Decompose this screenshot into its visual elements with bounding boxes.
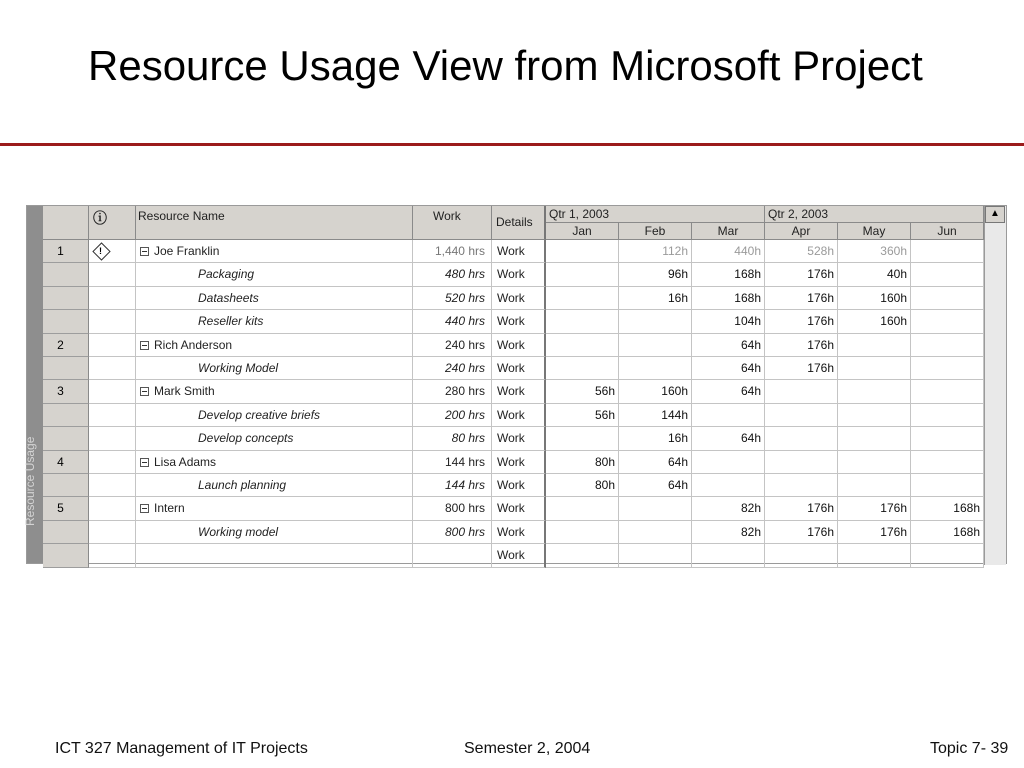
- details-cell: Work: [492, 240, 546, 263]
- timephased-value-cell[interactable]: 82h: [692, 497, 765, 520]
- details-column-header[interactable]: [492, 206, 546, 240]
- row-id: 4: [43, 451, 89, 474]
- resource-name-cell[interactable]: [136, 263, 413, 286]
- indicator-cell: [89, 451, 136, 474]
- details-cell: Work: [492, 310, 546, 333]
- timephased-value-cell[interactable]: [546, 310, 619, 333]
- indicator-cell: [89, 427, 136, 450]
- resource-name-column-header[interactable]: [136, 206, 413, 240]
- timephased-value-cell[interactable]: 168h: [911, 497, 984, 520]
- timephased-value-cell[interactable]: 160h: [838, 287, 911, 310]
- timephased-value-cell[interactable]: [911, 240, 984, 263]
- indicator-cell: [89, 357, 136, 380]
- timephased-value-cell[interactable]: [838, 451, 911, 474]
- details-cell: Work: [492, 497, 546, 520]
- timephased-value-cell[interactable]: [911, 544, 984, 567]
- timephased-value-cell[interactable]: [619, 497, 692, 520]
- collapse-minus-icon[interactable]: [140, 387, 149, 396]
- timephased-value-cell[interactable]: 528h: [765, 240, 838, 263]
- timephased-value-cell[interactable]: [546, 544, 619, 567]
- timephased-value-cell[interactable]: [619, 334, 692, 357]
- row-id: 3: [43, 380, 89, 403]
- timephased-value-cell[interactable]: [838, 334, 911, 357]
- resource-name-text: Joe Franklin: [154, 244, 220, 258]
- resource-name-cell[interactable]: [136, 287, 413, 310]
- month-header-feb: [619, 223, 692, 240]
- work-column-header[interactable]: [413, 206, 492, 240]
- timephased-value-cell[interactable]: [911, 451, 984, 474]
- timephased-value-cell[interactable]: [765, 474, 838, 497]
- timephased-value-cell[interactable]: [911, 334, 984, 357]
- resource-name-text: Datasheets: [198, 290, 259, 305]
- timephased-value-cell[interactable]: [765, 427, 838, 450]
- work-cell[interactable]: 520 hrs: [413, 287, 492, 310]
- timephased-value-cell[interactable]: [765, 544, 838, 567]
- resource-usage-view: [23, 205, 1007, 564]
- timephased-value-cell[interactable]: 104h: [692, 310, 765, 333]
- timephased-value-cell[interactable]: 176h: [765, 334, 838, 357]
- timephased-value-cell[interactable]: 80h: [546, 474, 619, 497]
- row-id: [43, 474, 89, 497]
- indicator-cell: [89, 240, 136, 263]
- work-cell[interactable]: 480 hrs: [413, 263, 492, 286]
- timephased-value-cell[interactable]: 80h: [546, 451, 619, 474]
- resource-name-cell[interactable]: [136, 497, 413, 520]
- work-cell[interactable]: 440 hrs: [413, 310, 492, 333]
- work-header-label: Work: [433, 209, 461, 223]
- indicator-cell: [89, 380, 136, 403]
- timephased-value-cell[interactable]: 176h: [838, 521, 911, 544]
- work-cell[interactable]: [413, 544, 492, 567]
- resource-name-cell[interactable]: [136, 451, 413, 474]
- resource-name-text: Packaging: [198, 267, 255, 282]
- timephased-value-cell[interactable]: 64h: [692, 334, 765, 357]
- resource-name-text: Develop creative briefs: [198, 407, 321, 422]
- row-id: [43, 287, 89, 310]
- month-label: Apr: [791, 224, 811, 238]
- indicator-cell: [89, 474, 136, 497]
- details-cell: Work: [492, 263, 546, 286]
- resource-name-text: Reseller kits: [198, 314, 264, 329]
- view-bar[interactable]: [23, 206, 43, 563]
- month-label: May: [862, 224, 886, 238]
- details-cell: Work: [492, 404, 546, 427]
- row-id: [43, 544, 89, 567]
- indicator-cell: [89, 404, 136, 427]
- resource-name-cell[interactable]: [136, 427, 413, 450]
- details-cell: Work: [492, 334, 546, 357]
- details-cell: Work: [492, 474, 546, 497]
- timephased-value-cell[interactable]: [546, 263, 619, 286]
- indicator-cell: [89, 263, 136, 286]
- work-cell[interactable]: 144 hrs: [413, 474, 492, 497]
- work-cell[interactable]: 200 hrs: [413, 404, 492, 427]
- collapse-minus-icon[interactable]: [140, 504, 149, 513]
- collapse-minus-icon[interactable]: [140, 458, 149, 467]
- timephased-value-cell[interactable]: 168h: [692, 263, 765, 286]
- timephased-value-cell[interactable]: 64h: [619, 451, 692, 474]
- timephased-value-cell[interactable]: [546, 497, 619, 520]
- month-label: Mar: [717, 224, 739, 238]
- quarter-header-1: [546, 206, 765, 223]
- timephased-value-cell[interactable]: [911, 404, 984, 427]
- timephased-value-cell[interactable]: [838, 357, 911, 380]
- timephased-value-cell[interactable]: [619, 544, 692, 567]
- indicator-cell: [89, 521, 136, 544]
- resource-name-cell[interactable]: [136, 404, 413, 427]
- work-cell[interactable]: 800 hrs: [413, 521, 492, 544]
- month-header-jan: [546, 223, 619, 240]
- timephased-value-cell[interactable]: [546, 427, 619, 450]
- timephased-value-cell[interactable]: 40h: [838, 263, 911, 286]
- timephased-value-cell[interactable]: [619, 310, 692, 333]
- row-id: [43, 357, 89, 380]
- timephased-value-cell[interactable]: [911, 263, 984, 286]
- resource-name-cell[interactable]: [136, 474, 413, 497]
- indicator-cell: [89, 497, 136, 520]
- work-cell[interactable]: 1,440 hrs: [413, 240, 492, 263]
- timephased-value-cell[interactable]: [546, 357, 619, 380]
- indicator-cell: [89, 334, 136, 357]
- timephased-value-cell[interactable]: 56h: [546, 404, 619, 427]
- timephased-value-cell[interactable]: [546, 521, 619, 544]
- resource-name-cell[interactable]: [136, 380, 413, 403]
- timephased-value-cell[interactable]: [911, 474, 984, 497]
- resource-name-cell[interactable]: [136, 334, 413, 357]
- quarter-label: Qtr 2, 2003: [768, 207, 829, 221]
- indicator-cell: [89, 287, 136, 310]
- timephased-value-cell[interactable]: [765, 451, 838, 474]
- work-cell[interactable]: 144 hrs: [413, 451, 492, 474]
- timephased-value-cell[interactable]: [546, 334, 619, 357]
- row-id: [43, 404, 89, 427]
- details-cell: Work: [492, 380, 546, 403]
- timephased-value-cell[interactable]: 56h: [546, 380, 619, 403]
- warning-icon: !: [92, 242, 110, 260]
- id-column-header[interactable]: [43, 206, 89, 240]
- collapse-minus-icon[interactable]: [140, 341, 149, 350]
- timephased-value-cell[interactable]: [838, 404, 911, 427]
- timephased-value-cell[interactable]: 176h: [838, 497, 911, 520]
- resource-name-text: Develop concepts: [198, 431, 294, 446]
- work-cell[interactable]: 800 hrs: [413, 497, 492, 520]
- month-header-mar: [692, 223, 765, 240]
- month-label: Feb: [644, 224, 666, 238]
- timephased-value-cell[interactable]: [546, 287, 619, 310]
- quarter-header-2: [765, 206, 984, 223]
- resource-name-cell[interactable]: [136, 357, 413, 380]
- timephased-value-cell[interactable]: [838, 544, 911, 567]
- timephased-value-cell[interactable]: 176h: [765, 310, 838, 333]
- row-id: 1: [43, 240, 89, 263]
- row-id: [43, 263, 89, 286]
- resource-name-cell[interactable]: [136, 240, 413, 263]
- details-cell: Work: [492, 427, 546, 450]
- view-bar-label: Resource Usage: [23, 436, 37, 526]
- timephased-value-cell[interactable]: 144h: [619, 404, 692, 427]
- indicator-cell: [89, 544, 136, 567]
- quarter-label: Qtr 1, 2003: [549, 207, 610, 221]
- timephased-value-cell[interactable]: [692, 474, 765, 497]
- timephased-value-cell[interactable]: 96h: [619, 263, 692, 286]
- vertical-scrollbar[interactable]: [984, 206, 1006, 565]
- title-divider: [0, 143, 1024, 146]
- timephased-value-cell[interactable]: [546, 240, 619, 263]
- work-cell[interactable]: 80 hrs: [413, 427, 492, 450]
- timephased-value-cell[interactable]: [619, 521, 692, 544]
- timephased-value-cell[interactable]: 168h: [692, 287, 765, 310]
- timephased-value-cell[interactable]: 64h: [619, 474, 692, 497]
- row-id: [43, 310, 89, 333]
- timephased-value-cell[interactable]: 16h: [619, 427, 692, 450]
- footer-topic: Topic 7- 39: [930, 740, 1009, 757]
- details-cell: Work: [492, 544, 546, 567]
- resource-name-header-label: Resource Name: [138, 209, 225, 223]
- details-header-label: Details: [496, 215, 533, 229]
- timephased-value-cell[interactable]: 176h: [765, 521, 838, 544]
- resource-name-text: Working model: [198, 524, 279, 539]
- timephased-value-cell[interactable]: 176h: [765, 497, 838, 520]
- timephased-value-cell[interactable]: 176h: [765, 357, 838, 380]
- timephased-value-cell[interactable]: 160h: [619, 380, 692, 403]
- timephased-value-cell[interactable]: 176h: [765, 287, 838, 310]
- timephased-value-cell[interactable]: [692, 451, 765, 474]
- month-header-apr: [765, 223, 838, 240]
- resource-name-cell[interactable]: [136, 310, 413, 333]
- work-cell[interactable]: 240 hrs: [413, 334, 492, 357]
- timephased-value-cell[interactable]: 176h: [765, 263, 838, 286]
- timephased-value-cell[interactable]: 112h: [619, 240, 692, 263]
- timephased-value-cell[interactable]: [838, 474, 911, 497]
- timephased-value-cell[interactable]: [911, 380, 984, 403]
- month-label: Jan: [572, 224, 592, 238]
- footer-semester: Semester 2, 2004: [464, 740, 591, 757]
- timephased-value-cell[interactable]: 168h: [911, 521, 984, 544]
- timephased-value-cell[interactable]: [911, 357, 984, 380]
- resource-name-text: Rich Anderson: [154, 337, 233, 352]
- timephased-value-cell[interactable]: [838, 427, 911, 450]
- timephased-value-cell[interactable]: [911, 287, 984, 310]
- timephased-value-cell[interactable]: [911, 427, 984, 450]
- work-cell[interactable]: 280 hrs: [413, 380, 492, 403]
- details-cell: Work: [492, 451, 546, 474]
- timephased-value-cell[interactable]: [838, 380, 911, 403]
- details-cell: Work: [492, 521, 546, 544]
- details-cell: Work: [492, 287, 546, 310]
- row-id: [43, 427, 89, 450]
- timephased-value-cell[interactable]: 160h: [838, 310, 911, 333]
- timephased-value-cell[interactable]: 360h: [838, 240, 911, 263]
- resource-name-text: Launch planning: [198, 478, 287, 492]
- timephased-value-cell[interactable]: 64h: [692, 427, 765, 450]
- details-cell: Work: [492, 357, 546, 380]
- collapse-minus-icon[interactable]: [140, 247, 149, 256]
- timephased-value-cell[interactable]: 64h: [692, 357, 765, 380]
- row-id: 2: [43, 334, 89, 357]
- info-icon: ⓘ: [93, 210, 107, 226]
- timephased-value-cell[interactable]: 64h: [692, 380, 765, 403]
- resource-name-text: Intern: [154, 501, 185, 516]
- scroll-up-arrow-icon[interactable]: ▲: [985, 206, 1005, 223]
- resource-name-cell[interactable]: [136, 521, 413, 544]
- month-header-jun: [911, 223, 984, 240]
- slide-title: Resource Usage View from Microsoft Project: [88, 42, 923, 89]
- resource-name-text: Working Model: [198, 361, 279, 375]
- timephased-value-cell[interactable]: [619, 357, 692, 380]
- indicator-cell: [89, 310, 136, 333]
- timephased-value-cell[interactable]: [765, 380, 838, 403]
- resource-name-text: Mark Smith: [154, 384, 215, 399]
- footer-course: ICT 327 Management of IT Projects: [55, 740, 308, 757]
- month-label: Jun: [937, 224, 957, 238]
- indicator-column-header[interactable]: [89, 206, 136, 240]
- work-cell[interactable]: 240 hrs: [413, 357, 492, 380]
- month-header-may: [838, 223, 911, 240]
- timephased-value-cell[interactable]: 82h: [692, 521, 765, 544]
- timephased-value-cell[interactable]: [911, 310, 984, 333]
- timephased-value-cell[interactable]: [692, 404, 765, 427]
- timephased-value-cell[interactable]: 16h: [619, 287, 692, 310]
- timephased-value-cell[interactable]: 440h: [692, 240, 765, 263]
- resource-name-cell[interactable]: [136, 544, 413, 567]
- timephased-value-cell[interactable]: [692, 544, 765, 567]
- resource-name-text: Lisa Adams: [154, 454, 217, 469]
- timephased-value-cell[interactable]: [765, 404, 838, 427]
- row-id: 5: [43, 497, 89, 520]
- row-id: [43, 521, 89, 544]
